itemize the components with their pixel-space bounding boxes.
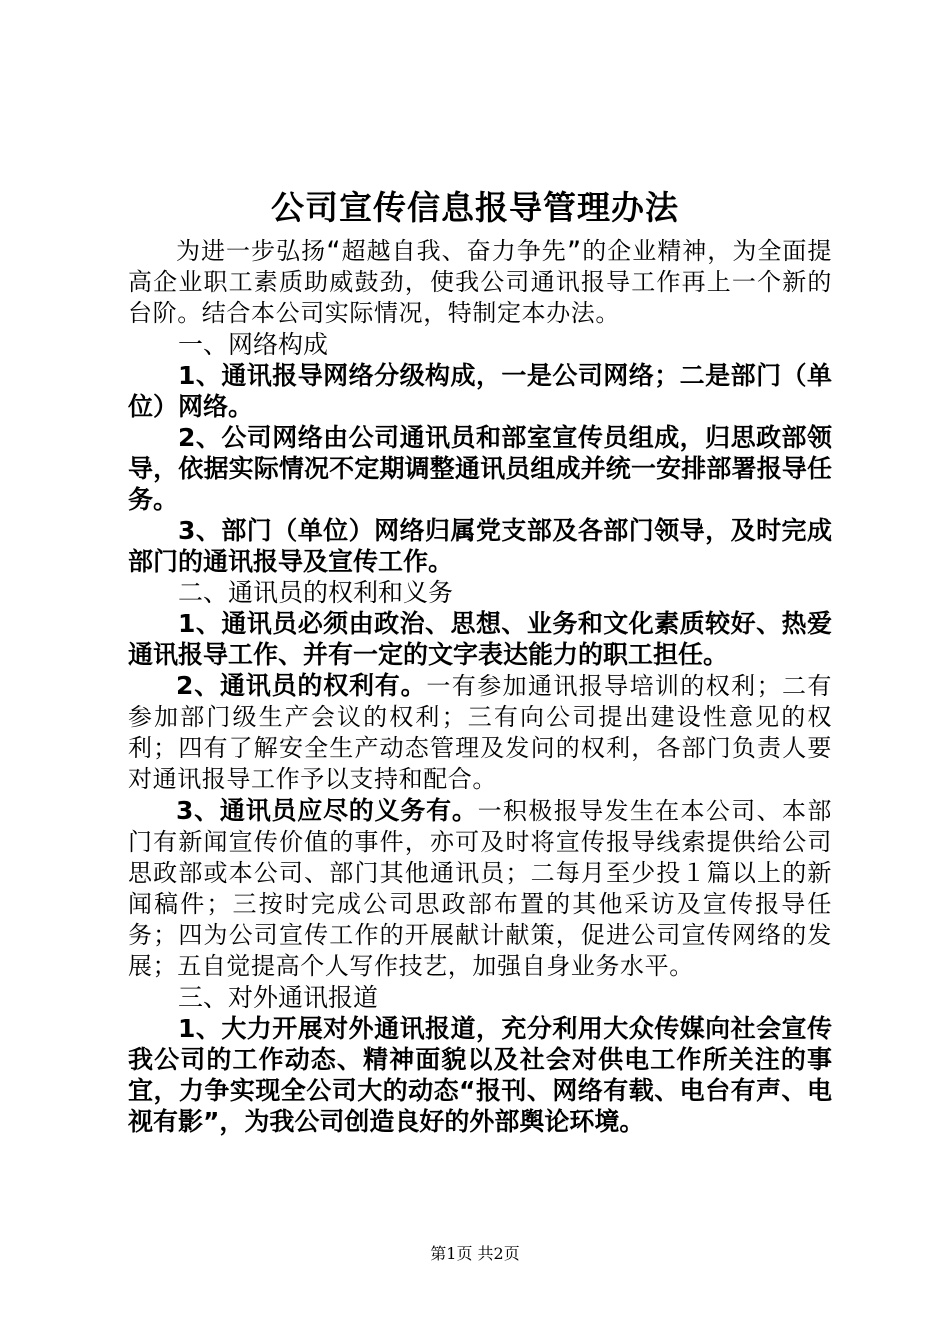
network-item-3: 3、部门（单位）网络归属党支部及各部门领导，及时完成部门的通讯报导及宣传工作。	[128, 516, 832, 576]
document-title: 公司宣传信息报导管理办法	[271, 188, 679, 227]
rights-item-1: 1、通讯员必须由政治、思想、业务和文化素质较好、热爱通讯报导工作、并有一定的文字表达能力的职工担任。	[128, 609, 832, 669]
rights-item-2-text: 一有参加通讯报导培训的权利；二有参加部门级生产会议的权利；三有向公司提出建设性意见的权利；四有了解安全生产动态管理及发问的权利，各部门负责人要对通讯报导工作予以支持和配合。	[128, 672, 832, 793]
page-footer: 第1页 共2页	[430, 1244, 520, 1263]
intro-paragraph: 为进一步弘扬“超越自我、奋力争先”的企业精神，为全面提高企业职工素质助威鼓劲，使我公司通讯报导工作再上一个新的台阶。结合本公司实际情况，特制定本办法。	[128, 237, 832, 327]
document-body	[128, 236, 832, 1137]
section-heading-rights: 二、通讯员的权利和义务	[178, 578, 454, 607]
rights-item-3-lead: 3、通讯员应尽的义务有。	[176, 796, 478, 825]
rights-item-3	[128, 795, 832, 982]
section-heading-external: 三、对外通讯报道	[178, 983, 379, 1012]
rights-item-3-text: 一积极报导发生在本公司、本部门有新闻宣传价值的事件，亦可及时将宣传报导线索提供给公司思政部或本公司、部门其他通讯员；二每月至少投１篇以上的新闻稿件；三按时完成公司思政部布置的其他采访及宣传报导任务；四为公司宣传工作的开展献计献策，促进公司宣传网络的发展；五自觉提高个人写作技艺，加强自身业务水平。	[128, 797, 832, 980]
rights-item-2	[128, 670, 832, 795]
rights-item-2-lead: 2、通讯员的权利有。	[176, 671, 427, 700]
external-item-1: 1、大力开展对外通讯报道，充分利用大众传媒向社会宣传我公司的工作动态、精神面貌以及社会对供电工作所关注的事宜，力争实现全公司大的动态“报刊、网络有载、电台有声、电视有影”，为我公司创造良好的外部舆论环境。	[128, 1014, 832, 1136]
section-heading-network: 一、网络构成	[178, 330, 329, 359]
network-item-2: 2、公司网络由公司通讯员和部室宣传员组成，归思政部领导，依据实际情况不定期调整通讯员组成并统一安排部署报导任务。	[128, 423, 832, 514]
network-item-1: 1、通讯报导网络分级构成，一是公司网络；二是部门（单位）网络。	[128, 361, 832, 421]
